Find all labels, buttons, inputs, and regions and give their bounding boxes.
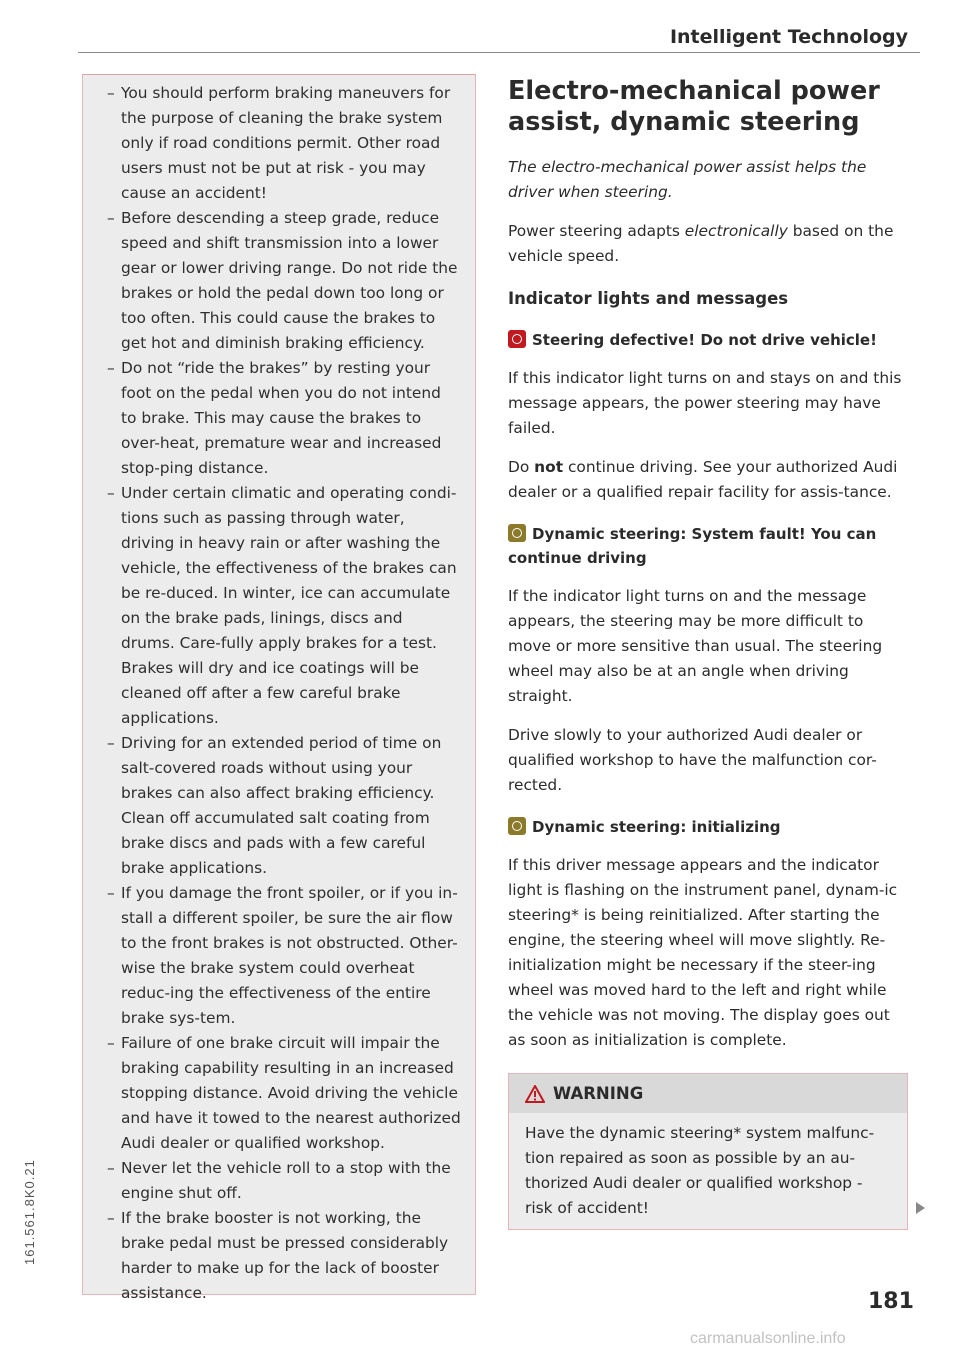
side-code: 161.561.8K0.21 (22, 1159, 37, 1265)
warning-bullet: – Do not “ride the brakes” by resting your foot on the pedal when you do not intend to brake. This may cause the brakes to over-heat, premature wear and increased stop-ping distance. (107, 356, 461, 481)
steering-warning-amber-icon (508, 817, 526, 835)
steering-warning-red-icon (508, 330, 526, 348)
message-system-fault (508, 522, 910, 570)
message-initializing (508, 815, 910, 839)
paragraph: Drive slowly to your authorized Audi dealer or qualified workshop to have the malfunction cor-rected. (508, 726, 877, 794)
paragraph (508, 455, 910, 505)
paragraph: If this indicator light turns on and stays on and this message appears, the power steering may have failed. (508, 369, 902, 437)
warning-box (508, 1073, 908, 1230)
header-rule (78, 52, 920, 53)
warning-text: Have the dynamic steering* system malfunc-tion repaired as soon as possible by an au-thorized Audi dealer or qualified workshop - risk of accident! (525, 1124, 875, 1217)
section-header: Intelligent Technology (669, 26, 908, 48)
warning-bullet: – Under certain climatic and operating condi-tions such as passing through water, driving in heavy rain or after washing the vehicle, the effectiveness of the brakes can be re-duced. In winter, ice can accumulate on the brake pads, linings, discs and drums. Care-fully apply brakes for a test. Brakes will dry and ice coatings will be cleaned off after a few careful brake applications. (107, 481, 461, 731)
message-steering-defective (508, 328, 910, 352)
page-number: 181 (868, 1289, 914, 1314)
watermark: carmanualsonline.info (690, 1330, 846, 1347)
warning-bullet: – Failure of one brake circuit will impair the braking capability resulting in an increased stopping distance. Avoid driving the vehicle and have it towed to the nearest authorized Audi dealer or qualified workshop. (107, 1031, 461, 1156)
text-run: continue driving. See your authorized Audi dealer or a qualified repair facility for assis-tance. (508, 458, 898, 501)
warning-continuation-box (82, 74, 476, 1302)
strong-text: not (534, 458, 564, 476)
warning-bullet-list (107, 81, 461, 1306)
steering-warning-amber-icon (508, 524, 526, 542)
page-title: Electro-mechanical power assist, dynamic steering (508, 76, 880, 137)
warning-bullet: – If the brake booster is not working, the brake pedal must be pressed considerably harder to make up for the lack of booster assistance. (107, 1206, 461, 1306)
continue-arrow-icon (916, 1202, 925, 1214)
paragraph: If the indicator light turns on and the message appears, the steering may be more difficult to move or more sensitive than usual. The steering wheel may also be at an angle when driving straight. (508, 587, 883, 705)
message-text: Dynamic steering: initializing (532, 818, 781, 836)
warning-title: WARNING (553, 1084, 644, 1103)
warning-bullet: – Before descending a steep grade, reduce speed and shift transmission into a lower gear or lower driving range. Do not ride the brakes or hold the pedal down too long or too often. This could cause the brakes to get hot and diminish braking efficiency. (107, 206, 461, 356)
warning-header (509, 1074, 907, 1113)
warning-bullet: – You should perform braking maneuvers for the purpose of cleaning the brake system only if road conditions permit. Other road users must not be put at risk - you may cause an accident! (107, 81, 461, 206)
text-run: Do (508, 458, 535, 476)
warning-bullet: – Never let the vehicle roll to a stop with the engine shut off. (107, 1156, 461, 1206)
text-run: based on the vehicle speed. (508, 222, 894, 265)
message-text: Steering defective! Do not drive vehicle! (532, 331, 877, 349)
emphasis-text: electronically (684, 222, 788, 240)
warning-bullet: – If you damage the front spoiler, or if you in-stall a different spoiler, be sure the air flow to the front brakes is not obstructed. Other-wise the brake system could overheat reduc-ing the effectiveness of the entire brake sys-tem. (107, 881, 461, 1031)
paragraph: If this driver message appears and the indicator light is flashing on the instrument panel, dynam-ic steering* is being reinitialized. After starting the engine, the steering wheel will move slightly. Re-initialization might be necessary if the steer-ing wheel was moved hard to the left and right while the vehicle was not moving. The display goes out as soon as initialization is complete. (508, 856, 898, 1049)
message-text: Dynamic steering: System fault! You can continue driving (508, 525, 877, 567)
warning-bullet: – Driving for an extended period of time on salt-covered roads without using your brakes can also affect braking efficiency. Clean off accumulated salt coating from brake discs and pads with a few careful brake applications. (107, 731, 461, 881)
warning-triangle-icon (525, 1085, 545, 1103)
intro-text: The electro-mechanical power assist helps the driver when steering. (508, 158, 867, 201)
indicator-subheading: Indicator lights and messages (508, 289, 789, 308)
power-steering-paragraph (508, 219, 910, 269)
right-column (508, 76, 910, 1230)
text-run: Power steering adapts (508, 222, 685, 240)
